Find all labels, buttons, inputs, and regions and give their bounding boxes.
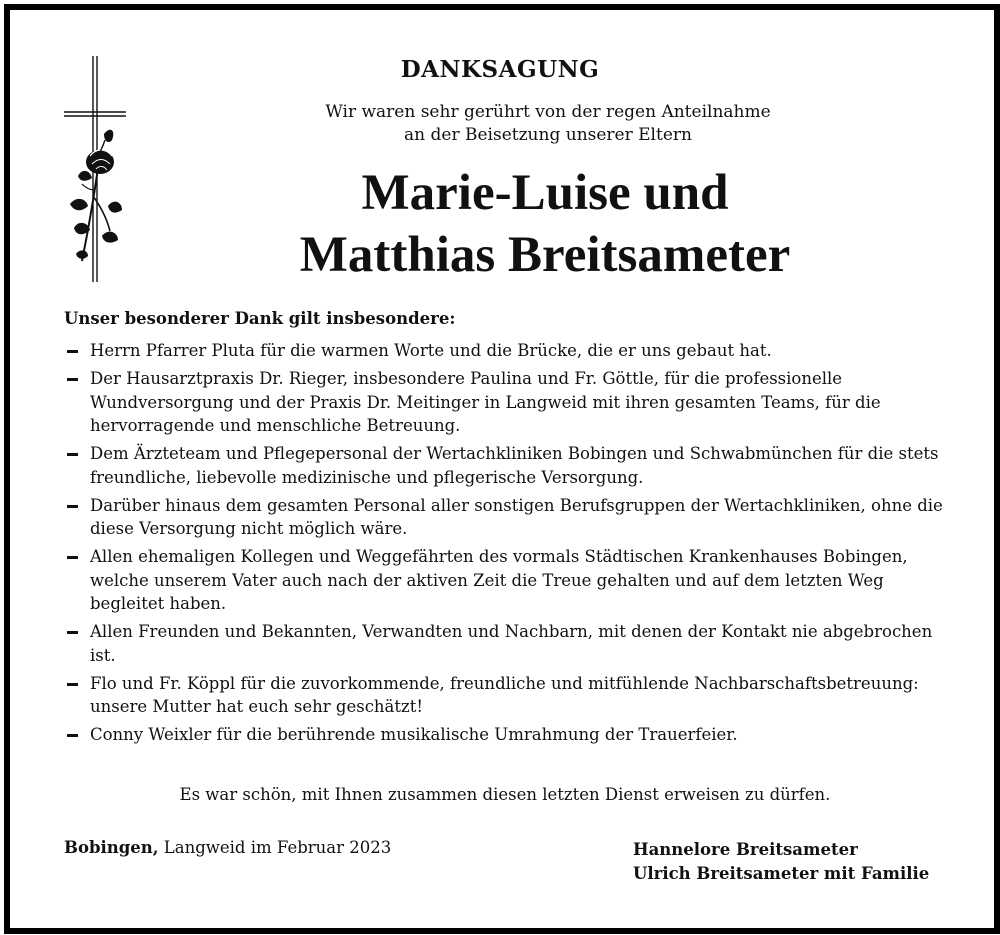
place-and-date [64, 838, 391, 857]
list-item [64, 545, 954, 616]
intro-line: Wir waren sehr gerührt von der regen Anteilnahme [325, 102, 771, 122]
intro-line: an der Beisetzung unserer Eltern [404, 125, 692, 145]
list-item [64, 494, 954, 541]
dash-bullet [67, 378, 78, 381]
list-item-text: Herrn Pfarrer Pluta für die warmen Worte und die Brücke, die er uns gebaut hat. [90, 341, 772, 360]
list-item [64, 367, 954, 438]
list-item [64, 620, 954, 667]
deceased-names [0, 162, 1000, 286]
dash-bullet [67, 631, 78, 634]
dash-bullet [67, 683, 78, 686]
list-item [64, 339, 954, 363]
list-item-text: Conny Weixler für die berührende musikalische Umrahmung der Trauerfeier. [90, 725, 738, 744]
list-item [64, 672, 954, 719]
list-item-text: Der Hausarztpraxis Dr. Rieger, insbesondere Paulina und Fr. Göttle, für die professionelle Wundversorgung und der Praxis Dr. Meitinger in Langweid mit ihren gesamten Teams, für die hervorragende und menschliche Betreuung. [90, 369, 881, 435]
thanks-title: Unser besonderer Dank gilt insbesondere: [64, 309, 456, 328]
name-line: Marie-Luise und [361, 165, 729, 221]
list-item-text: Flo und Fr. Köppl für die zuvorkommende, freundliche und mitfühlende Nachbarschaftsbetreuung: unsere Mutter hat euch sehr geschätzt! [90, 673, 919, 716]
signer-name: Hannelore Breitsameter [633, 840, 858, 859]
intro-text [0, 101, 1000, 147]
thanks-list [64, 339, 954, 751]
date-text: Langweid im Februar 2023 [163, 838, 392, 857]
list-item [64, 442, 954, 489]
dash-bullet [67, 505, 78, 508]
list-item [64, 723, 954, 747]
list-item-text: Dem Ärzteteam und Pflegepersonal der Wertachkliniken Bobingen und Schwabmünchen für die stets freundliche, liebevolle medizinische und pflegerische Versorgung. [90, 444, 939, 487]
list-item-text: Allen Freunden und Bekannten, Verwandten und Nachbarn, mit denen der Kontakt nie abgebrochen ist. [90, 622, 933, 665]
signer-name: Ulrich Breitsameter mit Familie [633, 863, 930, 883]
dash-bullet [67, 350, 78, 353]
list-item-text: Darüber hinaus dem gesamten Personal aller sonstigen Berufsgruppen der Wertachkliniken, ohne die diese Versorgung nicht möglich wäre. [90, 495, 943, 538]
name-line: Matthias Breitsameter [299, 227, 791, 283]
dash-bullet [67, 556, 78, 559]
signers [633, 838, 929, 885]
dash-bullet [67, 453, 78, 456]
notice-heading: DANKSAGUNG [400, 56, 600, 83]
closing-sentence: Es war schön, mit Ihnen zusammen diesen letzten Dienst erweisen zu dürfen. [179, 785, 831, 804]
dash-bullet [67, 734, 78, 737]
place-name: Bobingen, [64, 838, 159, 857]
list-item-text: Allen ehemaligen Kollegen und Weggefährten des vormals Städtischen Krankenhauses Bobingen, welche unserem Vater auch nach der aktiven Zeit die Treue gehalten und auf dem letzten Weg begleitet haben. [90, 547, 908, 613]
